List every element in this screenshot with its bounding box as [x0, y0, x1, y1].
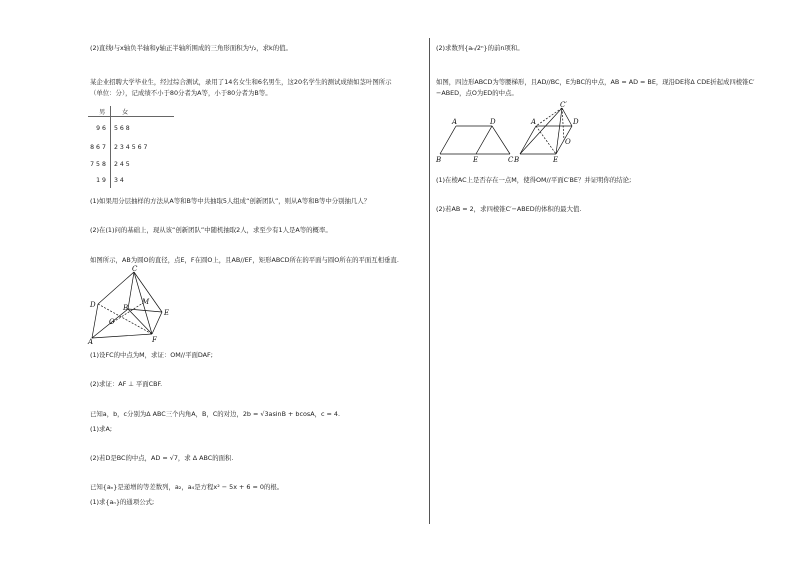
stem-leaf-stem: 6	[102, 125, 106, 132]
stem-leaf-left: 7 5	[90, 161, 100, 168]
figure-2-label: A	[531, 118, 537, 126]
stem-leaf-right: 2 4 5	[114, 161, 130, 168]
figure-2-label: E	[473, 156, 479, 164]
column-divider	[429, 38, 430, 524]
question-part-q6-1: (1)在棱AC上是否存在一点M，使得OM//平面C′BE？并证明你的结论;	[436, 176, 632, 184]
figure-2-label: O	[565, 138, 571, 146]
figure-2-label: E	[553, 156, 559, 164]
stem-leaf-header-female: 女	[122, 109, 129, 116]
figure-2-label: C	[508, 156, 514, 164]
figure-1-label: B	[123, 304, 129, 312]
stem-leaf-plot	[88, 104, 180, 190]
geometry-figure-1	[86, 264, 182, 344]
stem-leaf-header-male: 男	[99, 109, 106, 116]
question-part-q5-2: (2)求数列{aₙ/2ⁿ}的前n项和。	[436, 44, 524, 52]
figure-2-label: B	[436, 156, 442, 164]
stem-leaf-right: 3 4	[114, 177, 124, 184]
figure-2-label: A	[452, 118, 458, 126]
geometry-figure-2	[434, 100, 584, 166]
question-intro-q6-line-1: 如图，四边形ABCD为等腰梯形，且AD//BC，E为BC的中点，AB = AD = BE，现沿DE将Δ CDE折起成四棱锥C′	[436, 78, 755, 86]
question-part-q2-2: (2)在(1)问的基础上，现从该“创新团队”中随机抽取2人，求至少有1人是A等的概率。	[90, 226, 332, 234]
figure-1-label: O	[109, 318, 115, 326]
question-part-q3-2: (2)求证：AF ⊥ 平面CBF.	[90, 380, 163, 388]
figure-1-label: F	[152, 336, 157, 344]
stem-leaf-left: 1	[96, 177, 100, 184]
figure-1-label: E	[164, 309, 170, 317]
question-line-q1: (2)直线l与x轴负半轴和y轴正半轴所围成的三角形面积为¹/₂，求k的值。	[90, 44, 292, 52]
figure-1-label: D	[90, 301, 96, 309]
question-part-q4-1: (1)求A;	[90, 425, 112, 433]
stem-leaf-stem: 9	[102, 177, 106, 184]
stem-leaf-stem: 8	[102, 161, 106, 168]
question-part-q5-1: (1)求{aₙ}的通项公式;	[90, 498, 155, 506]
question-part-q2-1: (1)如果用分层抽样的方法从A等和B等中共抽取5人组成“创新团队”，则从A等和B等中分别抽几人？	[90, 197, 371, 205]
figure-1-label: C	[132, 265, 138, 273]
question-part-q3-1: (1)设FC的中点为M，求证：OM//平面DAF;	[90, 351, 213, 359]
figure-2-label: D	[573, 118, 579, 126]
question-intro-line-2: （单位：分），记成绩不小于80分者为A等，小于80分者为B等。	[90, 89, 272, 97]
question-intro-q4: 已知a，b，c分别为Δ ABC三个内角A，B，C的对边，2b = √3asinB + bcosA，c = 4.	[90, 410, 341, 418]
figure-2-label: D	[490, 118, 496, 126]
figure-1-label: A	[88, 338, 94, 344]
stem-leaf-stem: 7	[102, 144, 106, 151]
figure-2-label: C′	[560, 101, 567, 109]
question-part-q4-2: (2)若D是BC的中点，AD = √7，求 Δ ABC的面积.	[90, 454, 234, 462]
figure-2-label: B	[514, 156, 520, 164]
stem-leaf-left: 8 6	[90, 144, 100, 151]
question-intro-q5: 已知{aₙ}是递增的等差数列，a₂，a₄是方程x² − 5x + 6 = 0的根。	[90, 483, 284, 491]
question-part-q6-2: (2)若AB = 2，求四棱锥C′−ABED的体积的最大值.	[436, 205, 582, 213]
question-intro-q3: 如图所示，AB为圆O的直径，点E，F在圆O上，且AB//EF，矩形ABCD所在的平面与圆O所在的平面互相垂直.	[90, 256, 399, 264]
stem-leaf-right: 5 6 8	[114, 125, 130, 132]
question-intro-q6-line-2: −ABED，点O为ED的中点。	[436, 89, 518, 97]
figure-1-label: M	[142, 298, 150, 306]
question-intro-line-1: 某企业招聘大学毕业生，经过综合测试，录用了14名女生和6名男生，这20名学生的测试成绩如茎叶图所示	[90, 78, 392, 86]
stem-leaf-left: 9	[96, 125, 100, 132]
stem-leaf-right: 2 3 4 5 6 7	[114, 144, 148, 151]
